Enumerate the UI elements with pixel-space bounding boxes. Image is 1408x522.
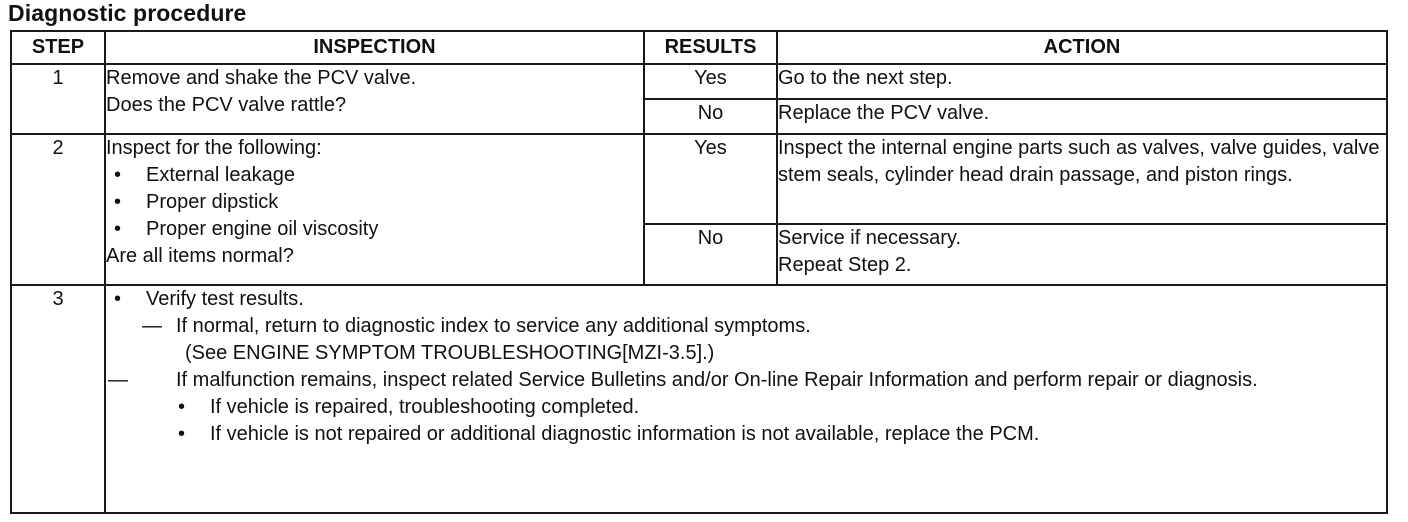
result-no: No [644,99,777,134]
inspection-intro: Inspect for the following: [106,137,322,159]
action-no: Replace the PCV valve. [777,99,1387,134]
step-number: 3 [11,285,105,513]
list-item: • If vehicle is repaired, troubleshooting completed. [106,394,1386,421]
step-number: 2 [11,134,105,285]
table-row [11,285,1387,513]
dash-item: — If malfunction remains, inspect related Service Bulletins and/or On-line Repair Information and perform repair or diagnosis. [106,367,1386,394]
result-yes: Yes [644,64,777,99]
action-yes: Inspect the internal engine parts such as valves, valve guides, valve stem seals, cylinder head drain passage, and piston rings. [777,134,1387,224]
step3-content [105,285,1387,513]
inspection-text: Remove and shake the PCV valve. [106,67,417,89]
inspection-cell [105,64,644,134]
step-number: 1 [11,64,105,134]
dash-icon: — [142,315,162,337]
list-item: • If vehicle is not repaired or additional diagnostic information is not available, replace the PCM. [106,421,1386,448]
reference-text: (See ENGINE SYMPTOM TROUBLESHOOTING[MZI-3.5].) [185,342,715,364]
list-item: • External leakage [106,162,643,189]
page-title: Diagnostic procedure [8,0,247,26]
table-row [11,134,1387,224]
list-item: • Proper engine oil viscosity [106,216,643,243]
table-row [11,64,1387,99]
result-yes: Yes [644,134,777,224]
bullet-icon: • [178,423,186,445]
inspection-question: Are all items normal? [106,245,294,267]
inspection-question: Does the PCV valve rattle? [106,94,347,116]
list-item: • Verify test results. [106,286,1386,313]
inspection-cell [105,134,644,285]
bullet-icon: • [114,164,122,186]
header-inspection: INSPECTION [105,31,644,64]
dash-item: — If normal, return to diagnostic index to service any additional symptoms. [106,313,1386,340]
header-row [11,31,1387,64]
list-item: • Proper dipstick [106,189,643,216]
header-results: RESULTS [644,31,777,64]
header-step: STEP [11,31,105,64]
action-yes: Go to the next step. [777,64,1387,99]
action-no: Service if necessary. Repeat Step 2. [777,224,1387,285]
bullet-icon: • [114,191,122,213]
dash-icon: — [108,369,128,391]
bullet-icon: • [114,288,122,310]
diagnostic-procedure-table [10,30,1388,514]
header-action: ACTION [777,31,1387,64]
bullet-icon: • [178,396,186,418]
result-no: No [644,224,777,285]
bullet-icon: • [114,218,122,240]
